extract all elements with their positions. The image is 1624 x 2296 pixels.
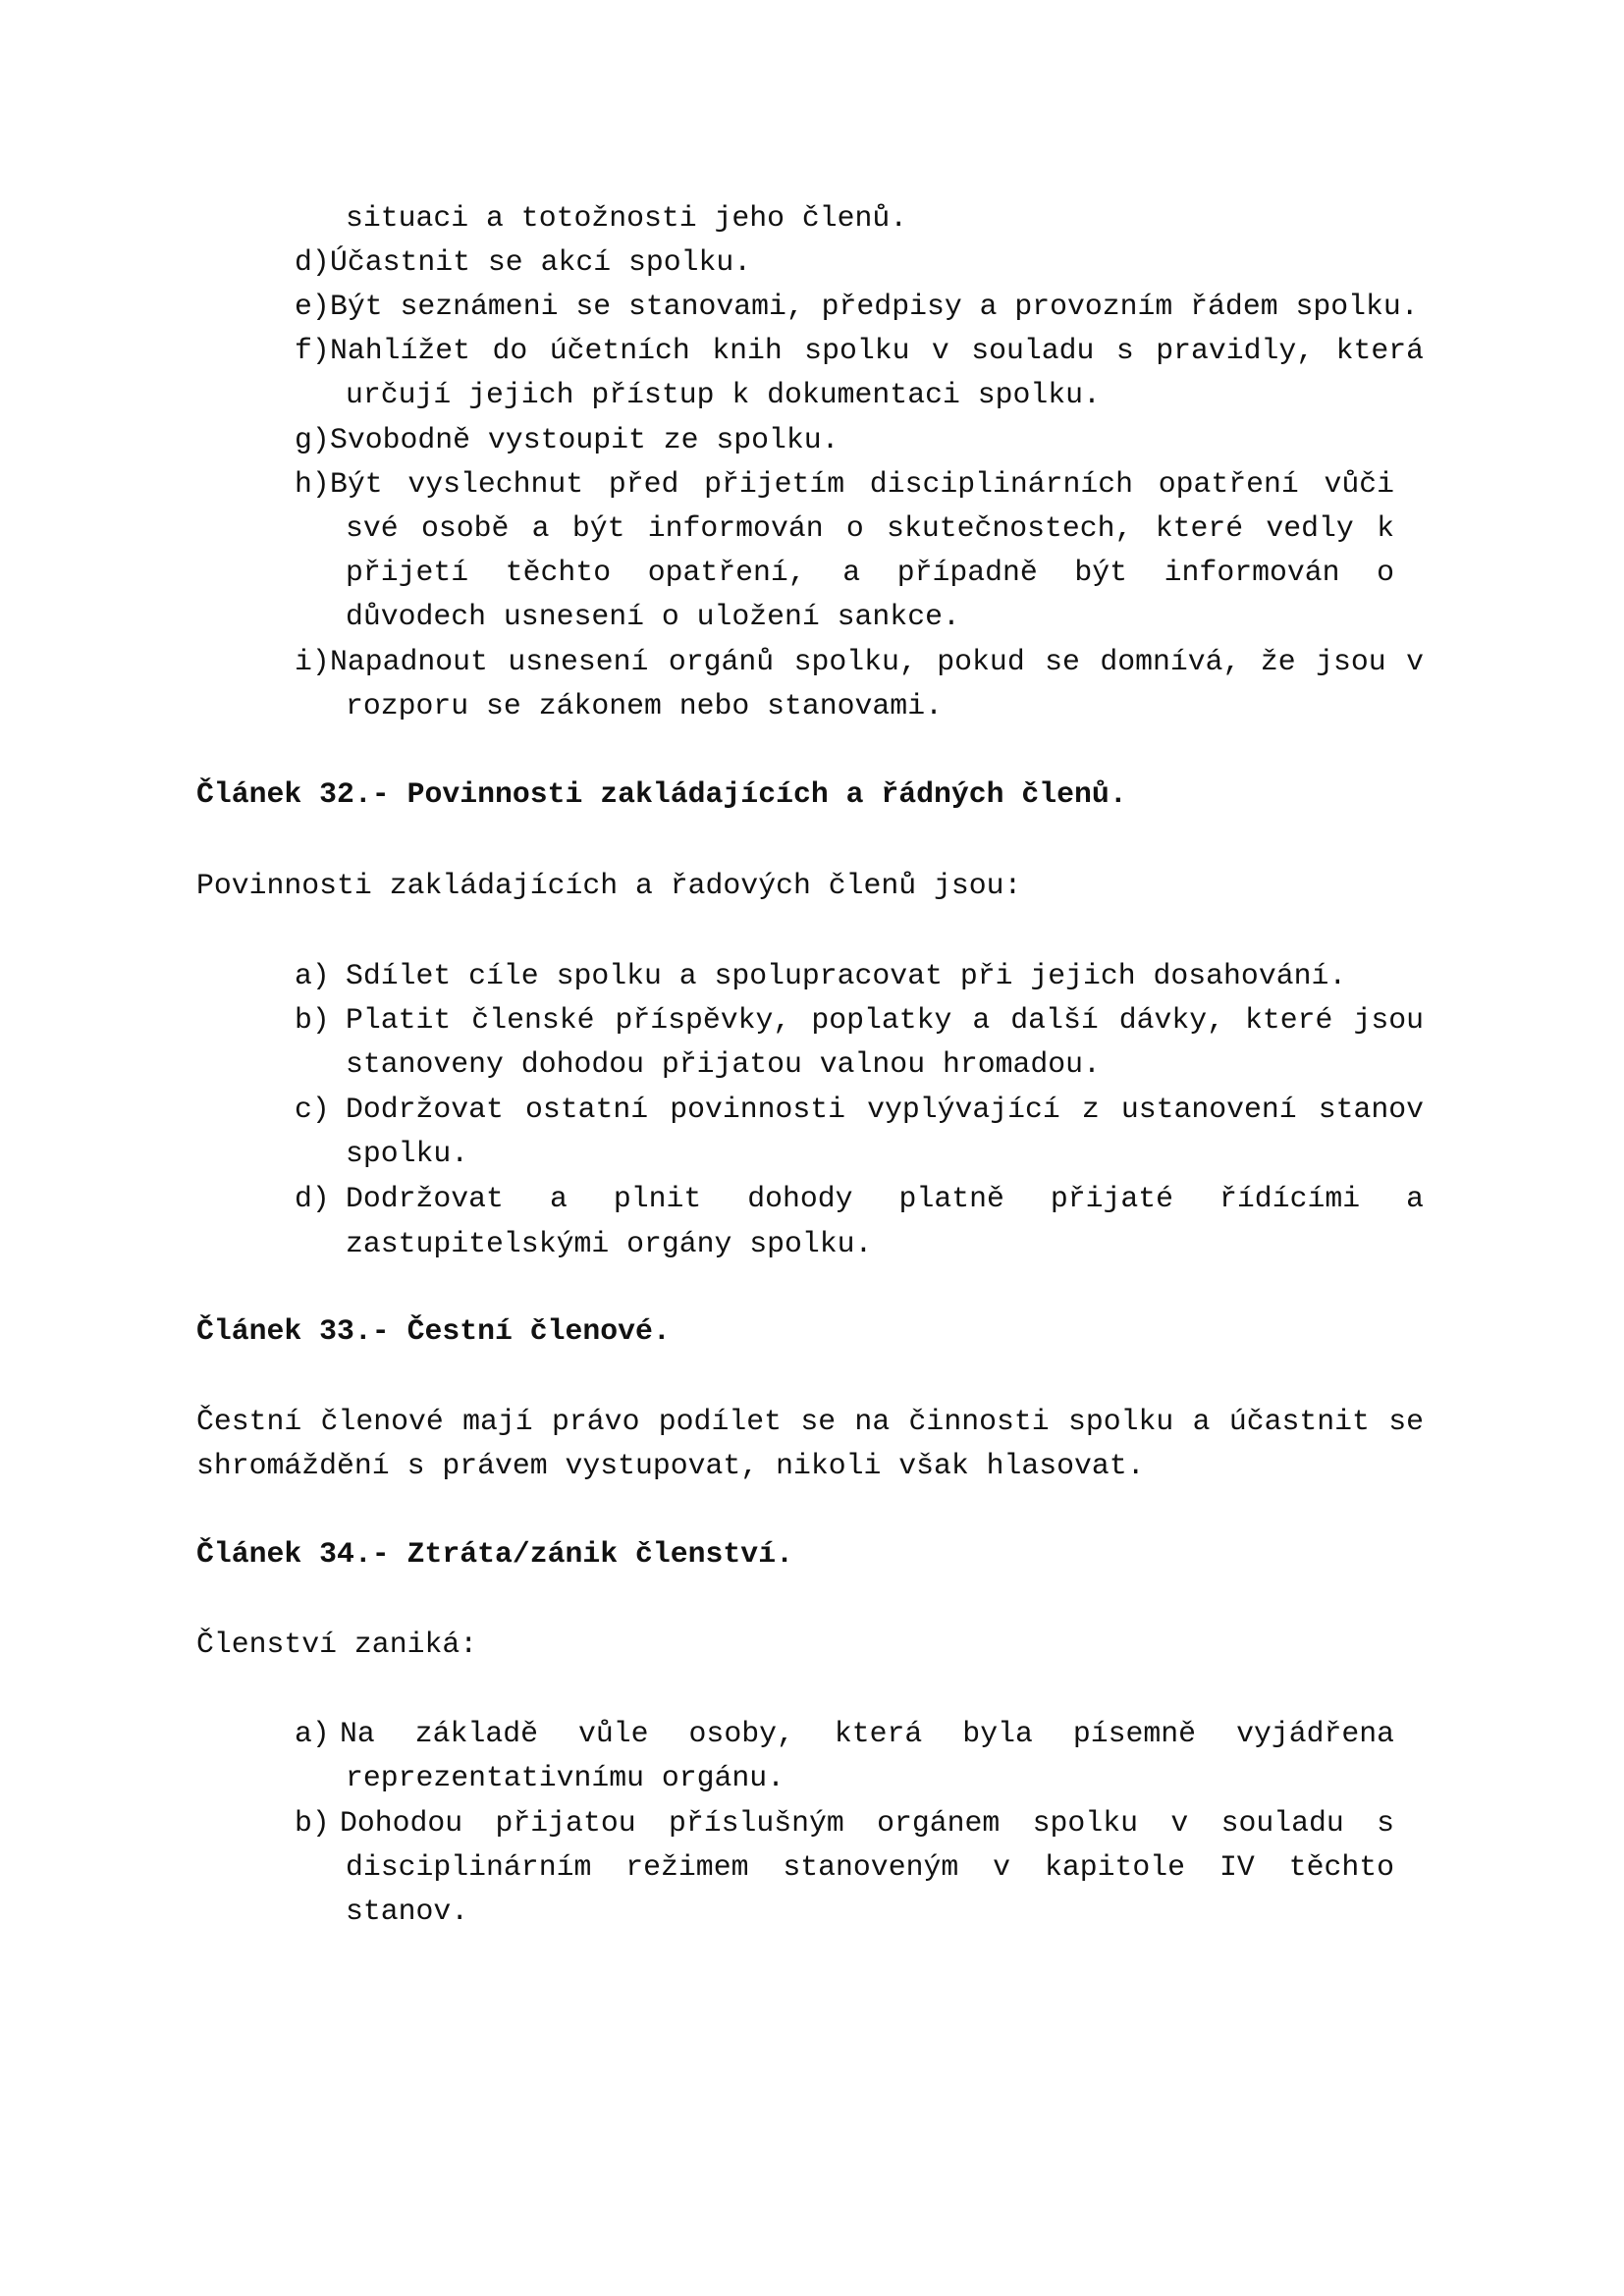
list-item-text: určují jejich přístup k dokumentaci spolku. (346, 378, 1101, 411)
list-item-text: Platit členské příspěvky, poplatky a další dávky, které jsou (346, 1003, 1424, 1037)
list-marker: f) (295, 334, 330, 367)
list-item-text: Účastnit se akcí spolku. (330, 245, 752, 279)
list-item-text: disciplinárním režimem stanoveným v kapitole IV těchto (346, 1850, 1394, 1884)
list-item-text: zastupitelskými orgány spolku. (346, 1227, 873, 1260)
list-marker: a) (295, 1717, 330, 1750)
list-marker: b) (295, 1003, 330, 1037)
article-paragraph: shromáždění s právem vystupovat, nikoli však hlasovat. (196, 1449, 1145, 1482)
list-item-text: Napadnout usnesení orgánů spolku, pokud se domnívá, že jsou v (330, 645, 1424, 678)
list-marker: i) (295, 645, 330, 678)
article-paragraph: Členství zaniká: (196, 1628, 478, 1661)
article-heading: Článek 32.- Povinnosti zakládajících a řádných členů. (196, 777, 1127, 811)
list-marker: e) (295, 290, 330, 323)
article-paragraph: Povinnosti zakládajících a řadových členů jsou: (196, 869, 1022, 902)
list-item-text: Být vyslechnut před přijetím disciplinárních opatření vůči (330, 467, 1394, 501)
list-item-text: spolku. (346, 1137, 469, 1170)
list-item-text: reprezentativnímu orgánu. (346, 1761, 785, 1794)
list-marker: g) (295, 423, 330, 456)
list-item-text: Svobodně vystoupit ze spolku. (330, 423, 839, 456)
article-paragraph: Čestní členové mají právo podílet se na činnosti spolku a účastnit se (196, 1405, 1424, 1438)
list-item-text: Nahlížet do účetních knih spolku v souladu s pravidly, která (330, 334, 1424, 367)
list-marker: b) (295, 1806, 330, 1840)
list-item-continuation: situaci a totožnosti jeho členů. (346, 201, 908, 235)
list-item-text: stanov. (346, 1895, 469, 1928)
list-item-text: Dodržovat a plnit dohody platně přijaté řídícími a (346, 1182, 1424, 1215)
list-item-text: své osobě a být informován o skutečnostech, které vedly k (346, 511, 1394, 545)
list-item-text: rozporu se zákonem nebo stanovami. (346, 689, 943, 722)
list-item-text: Sdílet cíle spolku a spolupracovat při jejich dosahování. (346, 959, 1347, 992)
list-item-text: důvodech usnesení o uložení sankce. (346, 600, 960, 633)
list-marker: c) (295, 1093, 330, 1126)
article-heading: Článek 34.- Ztráta/zánik členství. (196, 1537, 793, 1571)
article-heading: Článek 33.- Čestní členové. (196, 1314, 671, 1348)
list-item-text: Na základě vůle osoby, která byla písemně vyjádřena (340, 1717, 1394, 1750)
list-marker: a) (295, 959, 330, 992)
list-marker: d) (295, 1182, 330, 1215)
list-item-text: Dohodou přijatou příslušným orgánem spolku v souladu s (340, 1806, 1394, 1840)
list-item-text: Dodržovat ostatní povinnosti vyplývající z ustanovení stanov (346, 1093, 1424, 1126)
list-item-text: přijetí těchto opatření, a případně být informován o (346, 556, 1394, 589)
list-item-text: stanoveny dohodou přijatou valnou hromadou. (346, 1047, 1101, 1081)
list-marker: h) (295, 467, 330, 501)
list-item-text: Být seznámeni se stanovami, předpisy a provozním řádem spolku. (330, 290, 1419, 323)
list-marker: d) (295, 245, 330, 279)
